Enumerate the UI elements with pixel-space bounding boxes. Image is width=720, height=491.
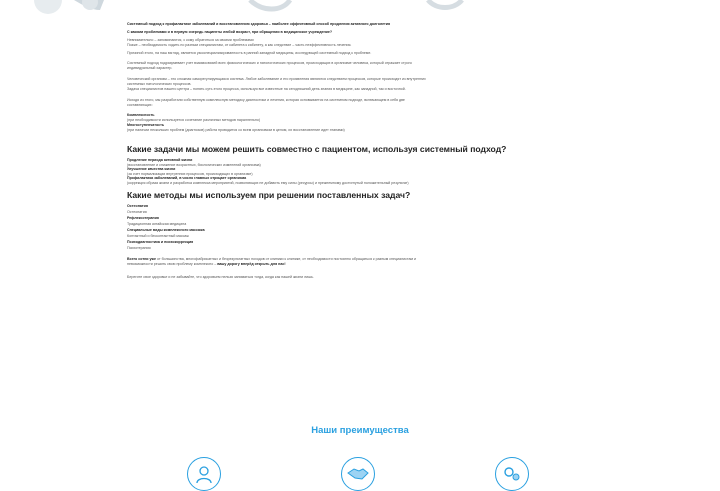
list-item-desc: (восстановление и снижение возрастных, биологических изменений организма) (127, 162, 261, 167)
list-item-title: Психодиагностика и психокоррекция (127, 240, 194, 245)
intro-paragraph: индивидуальный характер. (127, 66, 173, 70)
intro-lead: Системный подход к профилактике заболеваний и восстановлению здоровья – наиболее эффективный способ продления активного долголетия (127, 22, 391, 26)
list-item-title: Рефлексотерапия (127, 215, 159, 220)
intro-paragraph: Причиной этого, на наш взгляд, является узкоспециализированность в ранний западной медицины, исследующей системный подход к проблеме. (127, 51, 372, 55)
gears-icon (495, 457, 529, 491)
closing-thanks: Берегите свое здоровье и не забывайте, что здоровьем нельзя заниматься тогда, когда как нашей жизни лишь. (127, 274, 314, 279)
list-item-desc: Остеопатия (127, 209, 147, 214)
intro-paragraph: системных патологических процессов. (127, 82, 192, 86)
closing-text: от большинства, многофабрикатных и безрезультатных походов от клиники к клинике, от необходимости постоянно обращаться к разным специалистам и (157, 256, 417, 261)
closing-text: невозможности решить свою проблему комплексно – (127, 261, 217, 266)
handshake-icon (341, 457, 375, 491)
term-description: (при необходимости используется сочетание различных методов параллельно) (127, 118, 261, 122)
intro-paragraph: Задача специалистов нашего центра – понять суть этого процесса, используя все известные на сегодняшний день знания в медицине, как западной, так и восточной. (127, 87, 406, 91)
list-item-title: Специальные виды комплексного массажа (127, 227, 205, 232)
header-illustration (0, 0, 720, 14)
term-title: Комплексность (127, 113, 155, 117)
intro-paragraph: Невнимательно – запоминаются, с кому обратиться за своими проблемами (127, 38, 254, 42)
list-item-title: Улучшение качества жизни (127, 167, 176, 172)
list-item-desc: (за счет нормализации внутренних процессов, происходящих в организме) (127, 171, 253, 176)
methods-list (127, 204, 597, 251)
intro-paragraph: Системный подход подразумевает учет взаимосвязей всех физиологических и патологических процессов, происходящих в организме человека, который отражает строго (127, 61, 412, 65)
article-body (127, 22, 597, 283)
list-item-desc: Традиционная китайская медицина (127, 221, 187, 226)
closing-lead: Всего сотни уже (127, 256, 157, 261)
closing-paragraph (127, 262, 597, 267)
term-description: (при наличии нескольких проблем (диагнозов) работа проводится со всем организмом в целом, их восстановление идет этапами) (127, 128, 345, 132)
list-item-title: Остеопатия (127, 203, 148, 208)
intro-paragraph: Исходя из этого, мы разработали собственную комплексную методику диагностики и лечения, которая основывается на системном подходе, включающем в себя две (127, 98, 405, 102)
section-heading-tasks: Какие задачи мы можем решить совместно с пациентом, используя системный подход? (127, 144, 507, 154)
list-item-title: Профилактика заболеваний, в число главных отрицает организма (127, 176, 247, 181)
list-item-desc: (коррекция образа жизни и разработка комплекса мероприятий, позволяющих не добавить ему силы (ресурсы) и прежнемному достигнутый положительный результат) (127, 180, 409, 185)
intro-paragraph: Человеческий организм – это сложная саморегулирующаяся система. Любое заболевание и его проявления являются следствием процессов, которые происходят из внутренних (127, 77, 426, 81)
closing-cta: вашу дорогу вперёд открыть для нас! (217, 261, 286, 266)
list-item-desc: Контактный и бесконтактный массаж (127, 234, 189, 239)
list-item-title: Продление периода активной жизни (127, 158, 193, 162)
list-item-desc: Психотерапия (127, 246, 151, 251)
intro-question: С какими проблемами и в первую очередь пациенты любой возраст, при обращении в медицинское учреждение? (127, 30, 333, 34)
doctor-avatar-icon (187, 457, 221, 491)
intro-paragraph: составляющих: (127, 103, 153, 107)
intro-paragraph: Позже – необходимость ходить по разным специалистам, от кабинета к кабинету, а как следствие – часть неэффективность лечения. (127, 43, 352, 47)
term-title: Многоступенчатость (127, 123, 165, 127)
tasks-list (127, 158, 597, 186)
section-heading-methods: Какие методы мы используем при решении поставленных задач? (127, 189, 411, 200)
advantages-title: Наши преимущества (311, 425, 409, 436)
